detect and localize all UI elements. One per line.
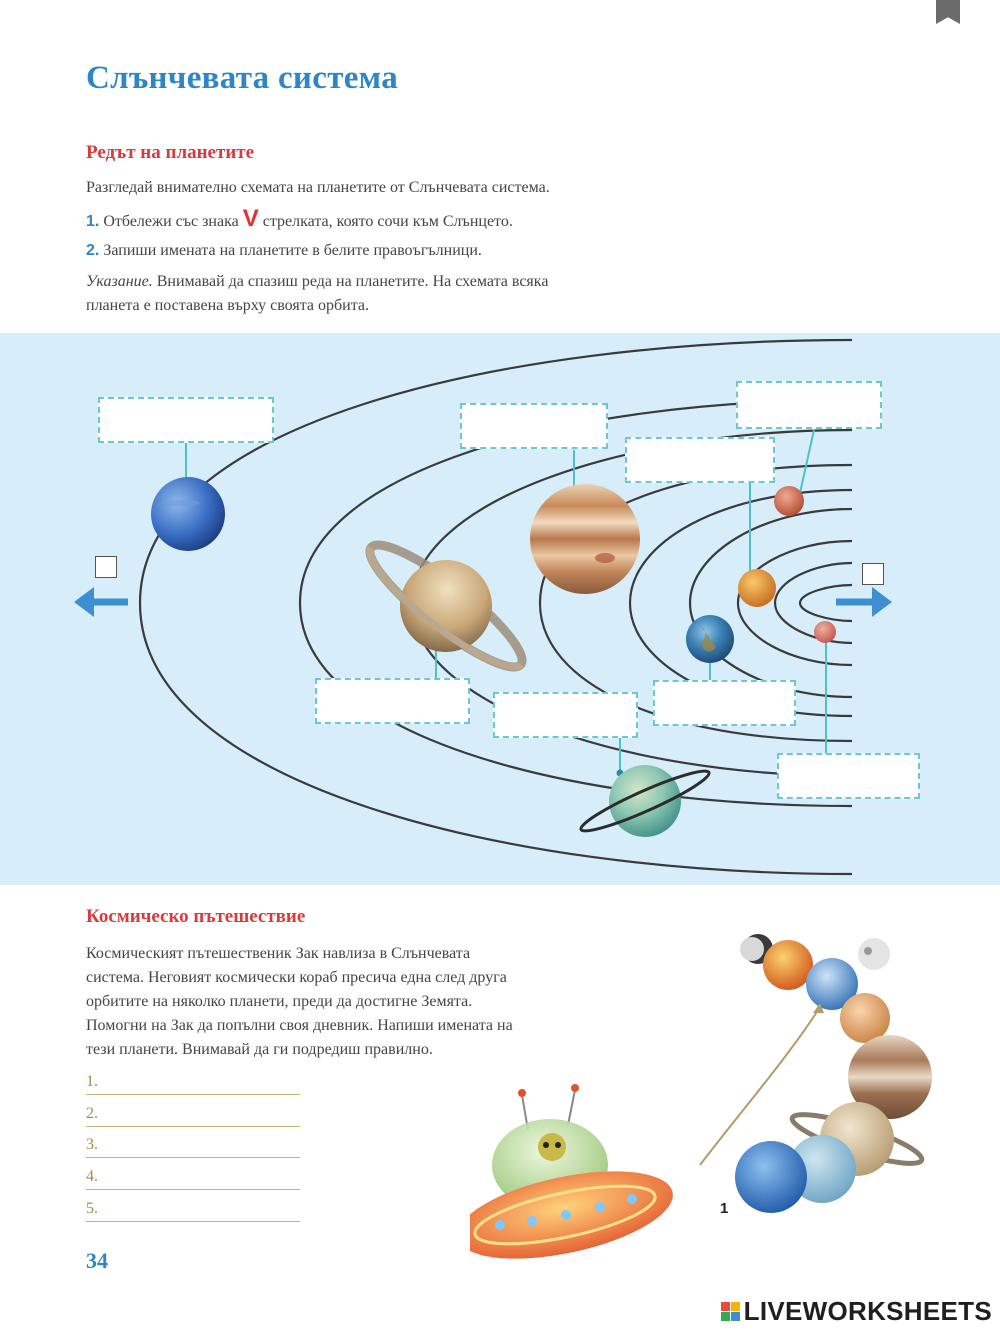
answer-line-number: 1. (86, 1073, 98, 1090)
checkbox-left-arrow[interactable] (95, 556, 117, 578)
journey-line: Помогни на Зак да попълни своя дневник. Напиши имената на (86, 1017, 513, 1034)
arrow-left-icon (74, 587, 128, 617)
sun-like-planet-icon (763, 940, 813, 990)
venus-small-icon (840, 993, 890, 1043)
instruction-1 (86, 207, 513, 234)
note-line-2: планета е поставена върху своята орбита. (86, 297, 369, 314)
neptune-small-icon (735, 1141, 807, 1213)
answer-box-uranus[interactable] (493, 692, 638, 738)
space-journey-illustration (470, 925, 990, 1295)
instruction-2-number: 2. (86, 242, 100, 259)
liveworksheets-logo (721, 1296, 992, 1327)
answer-box-mars[interactable] (736, 381, 882, 429)
answer-box-mercury[interactable] (777, 753, 920, 799)
bookmark-icon (936, 0, 960, 24)
answer-line-3[interactable] (86, 1157, 300, 1158)
intro-text: Разгледай внимателно схемата на планетите от Слънчевата система. (86, 179, 550, 196)
answer-line-number: 3. (86, 1136, 98, 1153)
page-number: 34 (86, 1248, 108, 1273)
moon-icon (858, 938, 890, 970)
note-text-1: Внимавай да спазиш реда на планетите. На схемата всяка (156, 273, 549, 290)
journey-line: система. Неговият космически кораб пресича една след друга (86, 969, 507, 986)
solar-system-diagram (0, 333, 1000, 885)
section-heading-space-journey: Космическо пътешествие (86, 906, 306, 927)
answer-box-venus[interactable] (625, 437, 775, 483)
instruction-1-text-a: Отбележи със знака (103, 213, 239, 230)
journey-line: тези планети. Внимавай да ги подредиш правилно. (86, 1041, 433, 1058)
answer-line-1[interactable] (86, 1094, 300, 1095)
mars-icon (774, 486, 804, 516)
answer-box-saturn[interactable] (315, 678, 470, 724)
mercury-icon (814, 621, 836, 643)
instruction-2 (86, 239, 482, 263)
saturn-icon (343, 511, 549, 700)
spaceship-icon (470, 1084, 680, 1275)
path-start-label: 1 (720, 1200, 729, 1217)
answer-box-jupiter[interactable] (460, 403, 608, 449)
orbit-mars (690, 509, 852, 697)
note-line-1 (86, 270, 548, 294)
page-title: Слънчевата система (86, 60, 399, 96)
venus-icon (738, 569, 776, 607)
instruction-2-text: Запиши имената на планетите в белите правоъгълници. (103, 242, 482, 259)
answer-line-number: 5. (86, 1200, 98, 1217)
answer-line-number: 4. (86, 1168, 98, 1185)
answer-line-4[interactable] (86, 1189, 300, 1190)
earth-icon (686, 615, 734, 663)
note-label: Указание. (86, 273, 153, 290)
instruction-1-number: 1. (86, 213, 100, 230)
checkbox-right-arrow[interactable] (862, 563, 884, 585)
uranus-icon (577, 763, 713, 838)
journey-line: орбитите на няколко планети, преди да достигне Земята. (86, 993, 473, 1010)
answer-box-neptune[interactable] (98, 397, 274, 443)
neptune-icon (151, 477, 225, 551)
arrow-right-icon (836, 587, 892, 617)
answer-line-5[interactable] (86, 1221, 300, 1222)
instruction-1-text-b: стрелката, която сочи към Слънцето. (262, 213, 513, 230)
path-line (700, 1007, 820, 1165)
check-mark-icon: V (242, 205, 259, 232)
brand-name: LIVEWORKSHEETS (743, 1296, 992, 1326)
answer-box-earth[interactable] (653, 680, 796, 726)
answer-line-number: 2. (86, 1105, 98, 1122)
section-heading-planet-order: Редът на планетите (86, 142, 255, 163)
jupiter-icon (530, 484, 640, 594)
answer-line-2[interactable] (86, 1126, 300, 1127)
brand-grid-icon (721, 1302, 740, 1321)
journey-line: Космическият пътешественик Зак навлиза в Слънчевата (86, 945, 471, 962)
